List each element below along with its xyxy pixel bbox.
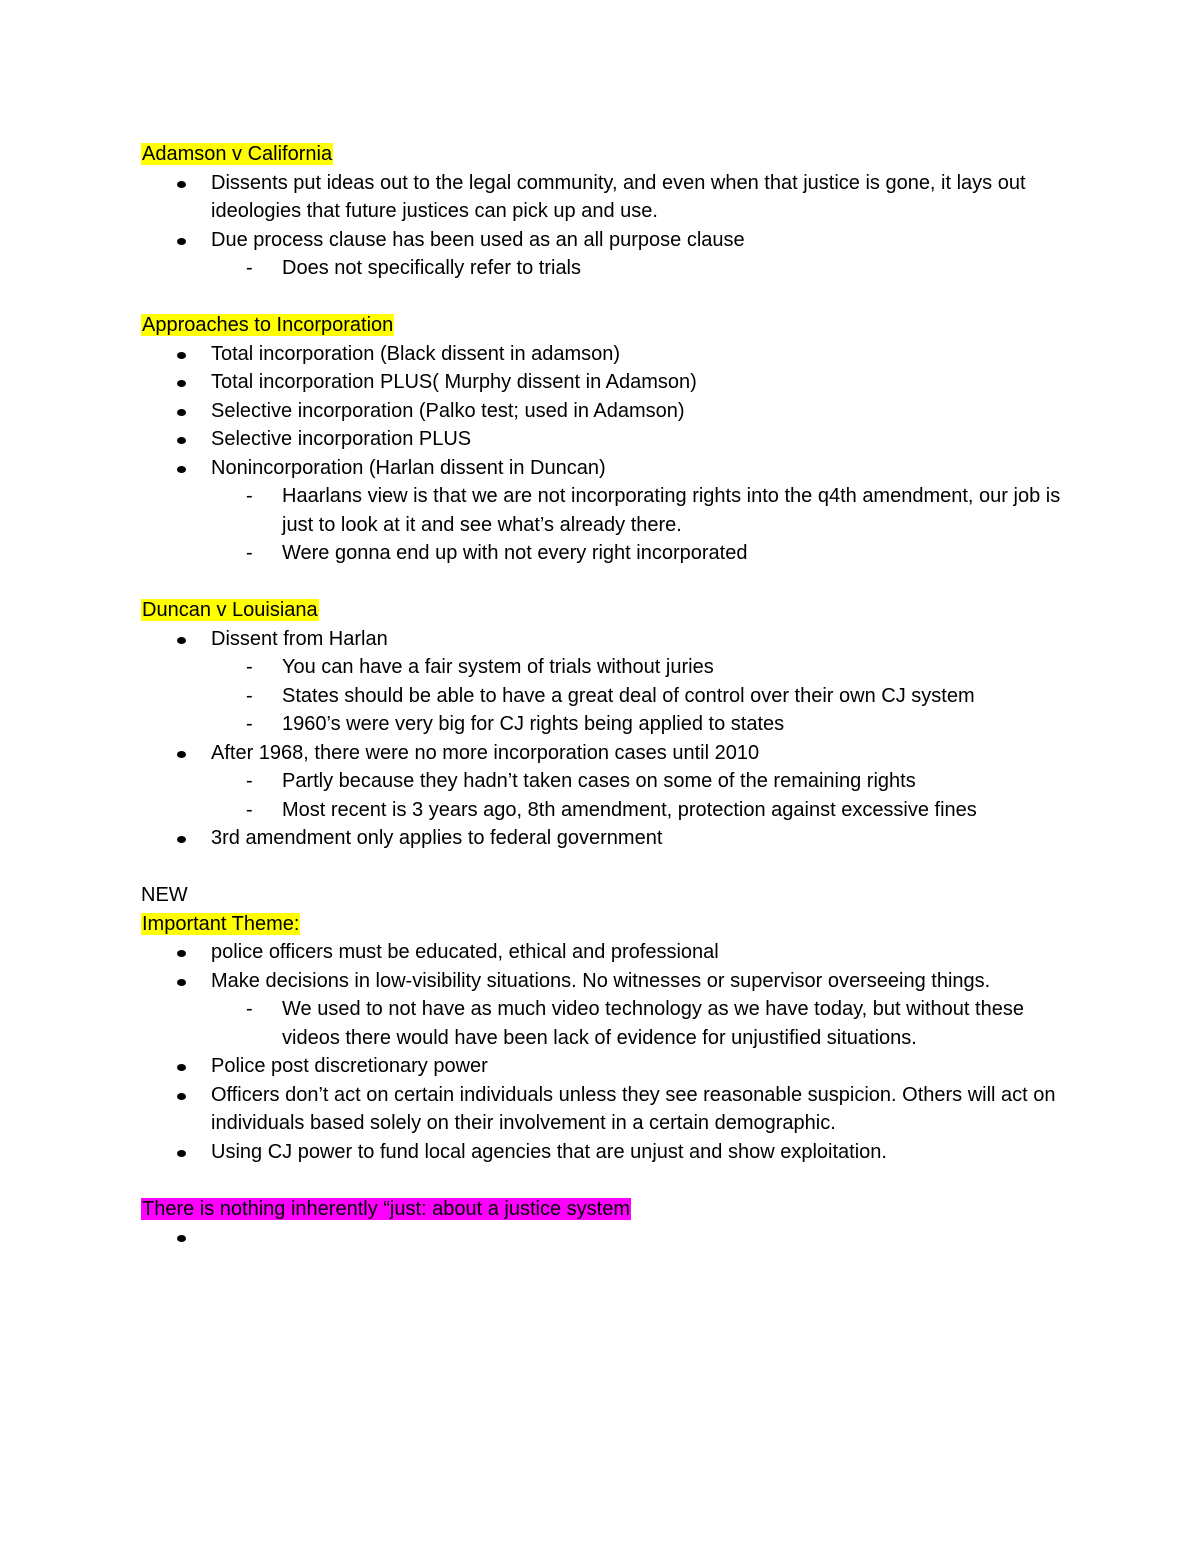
section-heading-text: Adamson v California bbox=[142, 143, 333, 165]
bullet-list bbox=[141, 1223, 1071, 1252]
sub-list-item bbox=[246, 995, 1071, 1052]
sub-list-item-text: Partly because they hadn’t taken cases on some of the remaining rights bbox=[282, 770, 916, 792]
list-item-text: Dissent from Harlan bbox=[211, 627, 388, 650]
sub-list-item-text: Haarlans view is that we are not incorporating rights into the q4th amendment, our job is just to look at it and see what’s already there. bbox=[282, 485, 1061, 536]
bullet-dot-icon bbox=[177, 466, 186, 473]
list-item bbox=[211, 340, 1071, 369]
sub-list-item bbox=[246, 482, 1071, 539]
sub-list-item bbox=[246, 796, 1071, 825]
bullet-dot-icon bbox=[177, 1150, 186, 1157]
bullet-dot-icon bbox=[177, 979, 186, 986]
sub-list-item-text: Does not specifically refer to trials bbox=[282, 257, 582, 279]
sub-list-item bbox=[246, 682, 1071, 711]
section-spacer bbox=[141, 283, 1071, 312]
list-item bbox=[211, 226, 1071, 283]
sub-list-item bbox=[246, 539, 1071, 568]
bullet-dot-icon bbox=[177, 1093, 186, 1100]
list-item-text: Nonincorporation (Harlan dissent in Duncan) bbox=[211, 456, 606, 479]
dash-marker-icon: - bbox=[246, 998, 253, 1020]
dash-marker-icon: - bbox=[246, 542, 253, 564]
section-label: NEW bbox=[141, 884, 188, 906]
list-item-text: Using CJ power to fund local agencies that are unjust and show exploitation. bbox=[211, 1140, 887, 1163]
sub-list-item-text: 1960’s were very big for CJ rights being applied to states bbox=[282, 713, 785, 735]
bullet-dot-icon bbox=[177, 1235, 186, 1242]
bullet-dot-icon bbox=[177, 836, 186, 843]
section-spacer bbox=[141, 1166, 1071, 1195]
bullet-dot-icon bbox=[177, 181, 186, 188]
sub-list-item-text: We used to not have as much video technology as we have today, but without these videos there would have been lack of evidence for unjustified situations. bbox=[282, 998, 1024, 1049]
bullet-dot-icon bbox=[177, 1064, 186, 1071]
list-item bbox=[211, 1138, 1071, 1167]
list-item bbox=[211, 425, 1071, 454]
section-heading-text: There is nothing inherently “just: about a justice system bbox=[142, 1197, 631, 1220]
dash-marker-icon: - bbox=[246, 713, 253, 735]
dash-marker-icon: - bbox=[246, 485, 253, 507]
list-item-text: Due process clause has been used as an all purpose clause bbox=[211, 228, 745, 251]
bullet-dot-icon bbox=[177, 409, 186, 416]
sub-list bbox=[211, 653, 1071, 739]
sub-list-item-text: You can have a fair system of trials without juries bbox=[282, 656, 714, 678]
list-item-text: 3rd amendment only applies to federal government bbox=[211, 827, 663, 849]
sub-list bbox=[211, 482, 1071, 568]
bullet-list bbox=[141, 340, 1071, 568]
sub-list bbox=[211, 767, 1071, 824]
section-heading-text: Important Theme: bbox=[142, 912, 300, 935]
sub-list-item-text: Were gonna end up with not every right incorporated bbox=[282, 542, 748, 564]
list-item bbox=[211, 967, 1071, 1053]
section-heading bbox=[141, 1195, 1071, 1224]
list-item-text: Dissents put ideas out to the legal community, and even when that justice is gone, it lays out ideologies that future justices can pick up and use. bbox=[211, 171, 1026, 222]
section-heading bbox=[141, 910, 1071, 939]
list-item-text: Make decisions in low-visibility situations. No witnesses or supervisor overseeing things. bbox=[211, 969, 991, 992]
bullet-dot-icon bbox=[177, 352, 186, 359]
bullet-dot-icon bbox=[177, 380, 186, 387]
dash-marker-icon: - bbox=[246, 656, 253, 678]
list-item bbox=[211, 1052, 1071, 1081]
sub-list-item bbox=[246, 710, 1071, 739]
section-spacer bbox=[141, 568, 1071, 597]
bullet-list bbox=[141, 625, 1071, 853]
section-heading bbox=[141, 596, 1071, 625]
section-heading-text: Duncan v Louisiana bbox=[142, 599, 318, 621]
list-item bbox=[211, 739, 1071, 825]
sub-list-item-text: Most recent is 3 years ago, 8th amendment, protection against excessive fines bbox=[282, 798, 977, 821]
list-item bbox=[211, 625, 1071, 739]
list-item-text: Total incorporation (Black dissent in adamson) bbox=[211, 342, 621, 365]
sub-list-item bbox=[246, 254, 1071, 283]
dash-marker-icon: - bbox=[246, 798, 253, 821]
bullet-list bbox=[141, 169, 1071, 283]
list-item bbox=[211, 1081, 1071, 1138]
dash-marker-icon: - bbox=[246, 257, 253, 279]
list-item-text: Officers don’t act on certain individuals unless they see reasonable suspicion. Others will act on individuals based solely on their involvement in a certain demographic. bbox=[211, 1083, 1056, 1134]
list-item bbox=[211, 938, 1071, 967]
bullet-dot-icon bbox=[177, 437, 186, 444]
section-heading bbox=[141, 140, 1071, 169]
bullet-dot-icon bbox=[177, 238, 186, 245]
list-item bbox=[211, 824, 1071, 853]
bullet-list bbox=[141, 938, 1071, 1166]
sub-list-item bbox=[246, 767, 1071, 796]
sub-list-item bbox=[246, 653, 1071, 682]
list-item bbox=[211, 454, 1071, 568]
list-item-text: Selective incorporation (Palko test; used in Adamson) bbox=[211, 399, 685, 422]
list-item bbox=[211, 368, 1071, 397]
section-spacer bbox=[141, 853, 1071, 882]
sub-list-item-text: States should be able to have a great deal of control over their own CJ system bbox=[282, 684, 975, 707]
list-item bbox=[211, 397, 1071, 426]
bullet-dot-icon bbox=[177, 751, 186, 758]
list-item-text: police officers must be educated, ethical and professional bbox=[211, 941, 719, 963]
list-item-text: Police post discretionary power bbox=[211, 1055, 488, 1077]
list-item-text: Total incorporation PLUS( Murphy dissent in Adamson) bbox=[211, 371, 697, 393]
bullet-dot-icon bbox=[177, 950, 186, 957]
section-heading-text: Approaches to Incorporation bbox=[142, 314, 394, 336]
list-item-text: After 1968, there were no more incorporation cases until 2010 bbox=[211, 741, 760, 764]
section-heading bbox=[141, 311, 1071, 340]
document-content bbox=[141, 140, 1071, 1252]
list-item bbox=[211, 169, 1071, 226]
sub-list bbox=[211, 254, 1071, 283]
dash-marker-icon: - bbox=[246, 684, 253, 707]
bullet-dot-icon bbox=[177, 637, 186, 644]
sub-list bbox=[211, 995, 1071, 1052]
list-item bbox=[211, 1223, 1071, 1252]
dash-marker-icon: - bbox=[246, 770, 253, 792]
list-item-text: Selective incorporation PLUS bbox=[211, 428, 472, 450]
